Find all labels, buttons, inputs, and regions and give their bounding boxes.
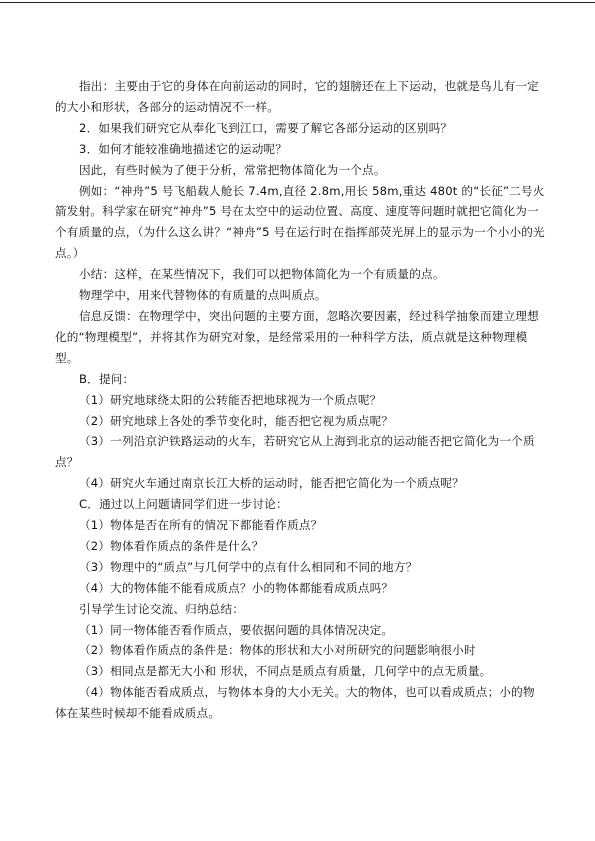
paragraph-feedback: 信息反馈：在物理学中，突出问题的主要方面，忽略次要因素，经过科学抽象而建立理想化的“物理模型”，并将其作为研究对象，是经常采用的一种科学方法，质点就是这种物理模型。 xyxy=(55,308,539,365)
paragraph-example: 例如：“神舟”5 号飞船载人舱长 7.4m,直径 2.8m,用长 58m,重达 480t 的“长征”二号火箭发射。科学家在研究“神舟”5 号在太空中的运动位置、高度、速度等问题时就把它简化为一个有质量的点，（为什么这么讲？“神舟”5 号在运行时在指挥部荧光屏上的显示为一个小小的光点。） xyxy=(55,183,545,261)
list-item-d3: （3）相同点是都无大小和 形状，不同点是质点有质量，几何学中的点无质量。 xyxy=(79,664,492,679)
list-item-d1: （1）同一物体能否看作质点，要依据问题的具体情况决定。 xyxy=(79,622,394,637)
list-item-b2: （2）研究地球上各处的季节变化时，能否把它视为质点呢？ xyxy=(79,413,394,428)
list-item-b1: （1）研究地球绕太阳的公转能否把地球视为一个质点呢？ xyxy=(79,392,382,407)
paragraph-definition: 物理学中，用来代替物体的有质量的点叫质点。 xyxy=(79,288,327,303)
list-item-d4: （4）物体能否看成质点，与物体本身的大小无关。大的物体，也可以看成质点；小的物体在某些时候却不能看成质点。 xyxy=(55,685,535,721)
section-c-heading: C．通过以上问题请同学们进一步讨论： xyxy=(79,497,288,512)
list-item-c4: （4）大的物体能不能看成质点？小的物体都能看成质点吗？ xyxy=(79,580,394,595)
list-item-c1: （1）物体是否在所有的情况下都能看作质点？ xyxy=(79,518,323,533)
paragraph-therefore: 因此，有些时候为了便于分析，常常把物体简化为一个点。 xyxy=(79,162,386,177)
section-b-heading: B．提问： xyxy=(79,371,135,386)
paragraph-point-out: 指出：主要由于它的身体在向前运动的同时，它的翅膀还在上下运动，也就是鸟儿有一定的大小和形状，各部分的运动情况不一样。 xyxy=(55,79,539,114)
paragraph-question-2: 2．如果我们研究它从奉化飞到江口，需要了解它各部分运动的区别吗？ xyxy=(79,120,453,135)
list-item-c3: （3）物理中的“质点”与几何学中的点有什么相同和不同的地方？ xyxy=(79,559,418,574)
document-body xyxy=(55,76,545,724)
header-rule xyxy=(0,2,595,3)
paragraph-question-3: 3．如何才能较准确地描述它的运动呢？ xyxy=(79,141,288,156)
list-item-b4: （4）研究火车通过南京长江大桥的运动时，能否把它简化为一个质点呢？ xyxy=(79,476,464,491)
paragraph-summary: 小结：这样，在某些情况下，我们可以把物体简化为一个有质量的点。 xyxy=(79,267,445,282)
list-item-d2: （2）物体看作质点的条件是：物体的形状和大小对所研究的问题影响很小时 xyxy=(79,643,476,658)
list-item-b3: （3）一列沿京沪铁路运动的火车，若研究它从上海到北京的运动能否把它简化为一个质点？ xyxy=(55,434,535,470)
paragraph-guide: 引导学生讨论交流、归纳总结： xyxy=(79,601,245,616)
list-item-c2: （2）物体看作质点的条件是什么？ xyxy=(79,538,264,553)
